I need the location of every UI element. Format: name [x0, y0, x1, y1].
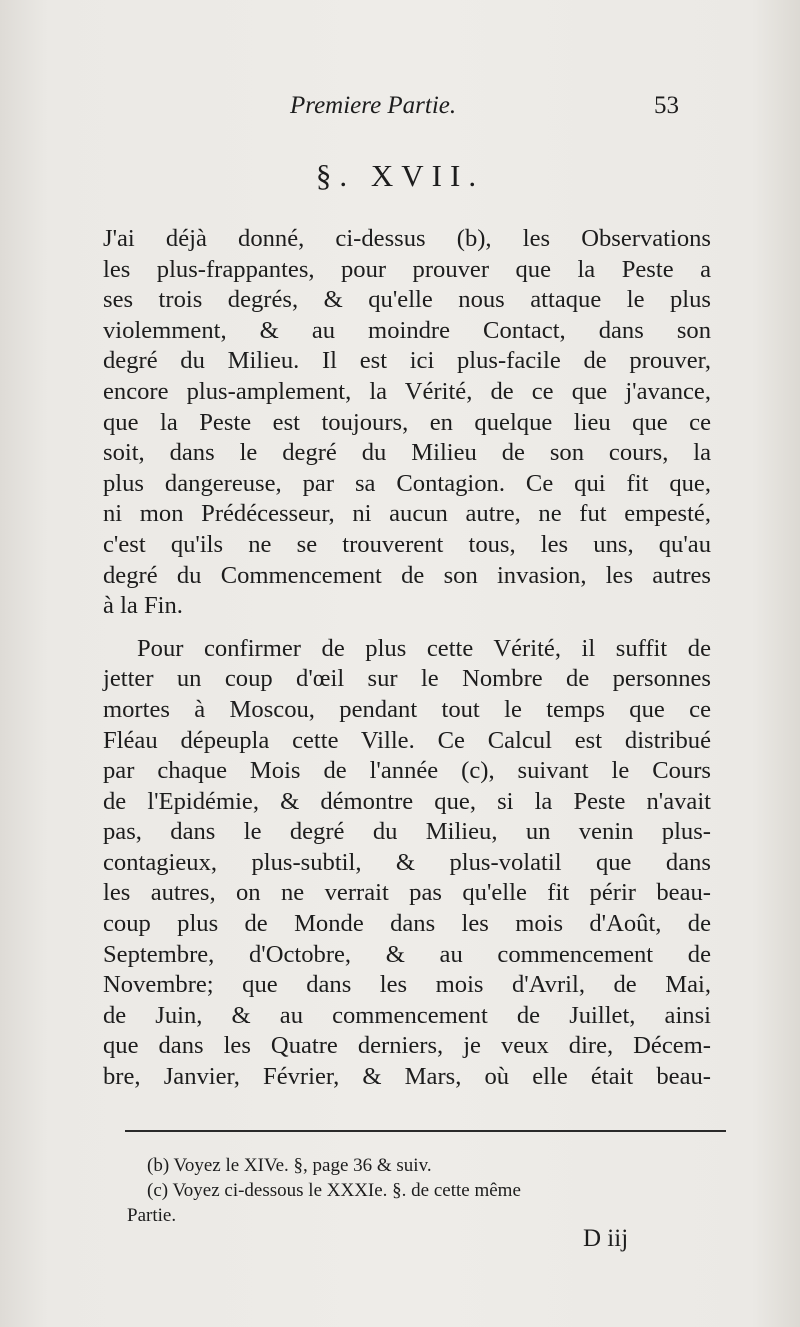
paragraph-1	[103, 224, 711, 622]
text-line: les autres, on ne verrait pas qu'elle fit périr beau-	[103, 879, 711, 907]
body-text	[103, 224, 711, 1093]
text-line: pas, dans le degré du Milieu, un venin plus-	[103, 818, 711, 846]
text-line: à la Fin.	[103, 592, 183, 620]
text-line: Novembre; que dans les mois d'Avril, de Mai,	[103, 971, 711, 999]
signature-mark: D iij	[583, 1225, 629, 1252]
text-line: encore plus-amplement, la Vérité, de ce que j'avance,	[103, 377, 711, 405]
section-heading: §. XVII.	[315, 158, 485, 193]
running-title: Premiere Partie.	[290, 92, 457, 119]
page-header	[0, 92, 800, 132]
footnote-b: (b) Voyez le XIVe. §, page 36 & suiv.	[147, 1155, 432, 1176]
text-line: Fléau dépeupla cette Ville. Ce Calcul est distribué	[103, 726, 711, 754]
text-line: que la Peste est toujours, en quelque lieu que ce	[103, 408, 711, 436]
paragraph-2	[103, 634, 711, 1093]
footnote-rule	[125, 1130, 726, 1132]
text-line: J'ai déjà donné, ci-dessus (b), les Observations	[103, 225, 711, 252]
text-line: ni mon Prédécesseur, ni aucun autre, ne fut empesté,	[103, 500, 711, 528]
text-line: degré du Milieu. Il est ici plus-facile de prouver,	[103, 347, 711, 375]
text-line: coup plus de Monde dans les mois d'Août, de	[103, 910, 711, 938]
text-line: bre, Janvier, Février, & Mars, où elle était beau-	[103, 1063, 711, 1091]
text-line: mortes à Moscou, pendant tout le temps que ce	[103, 695, 711, 723]
text-line: degré du Commencement de son invasion, les autres	[103, 561, 711, 589]
footnote-c: (c) Voyez ci-dessous le XXXIe. §. de cette même	[147, 1180, 521, 1201]
text-line: ses trois degrés, & qu'elle nous attaque le plus	[103, 286, 711, 314]
text-line: de l'Epidémie, & démontre que, si la Peste n'avait	[103, 787, 711, 815]
page-number: 53	[654, 92, 679, 119]
text-line: contagieux, plus-subtil, & plus-volatil que dans	[103, 848, 711, 876]
text-line: par chaque Mois de l'année (c), suivant le Cours	[103, 757, 711, 785]
text-line: plus dangereuse, par sa Contagion. Ce qui fit que,	[103, 469, 711, 497]
text-line: les plus-frappantes, pour prouver que la Peste a	[103, 255, 711, 283]
text-line: soit, dans le degré du Milieu de son cours, la	[103, 439, 711, 467]
footnotes	[127, 1153, 732, 1228]
text-line: de Juin, & au commencement de Juillet, ainsi	[103, 1001, 711, 1029]
text-line: jetter un coup d'œil sur le Nombre de personnes	[103, 665, 711, 693]
text-line: Septembre, d'Octobre, & au commencement de	[103, 940, 711, 968]
footnote-c-continued: Partie.	[127, 1205, 177, 1226]
text-line: Pour confirmer de plus cette Vérité, il suffit de	[137, 634, 711, 662]
text-line: violemment, & au moindre Contact, dans son	[103, 316, 711, 344]
text-line: que dans les Quatre derniers, je veux dire, Décem-	[103, 1032, 711, 1060]
text-line: c'est qu'ils ne se trouverent tous, les uns, qu'au	[103, 530, 711, 558]
